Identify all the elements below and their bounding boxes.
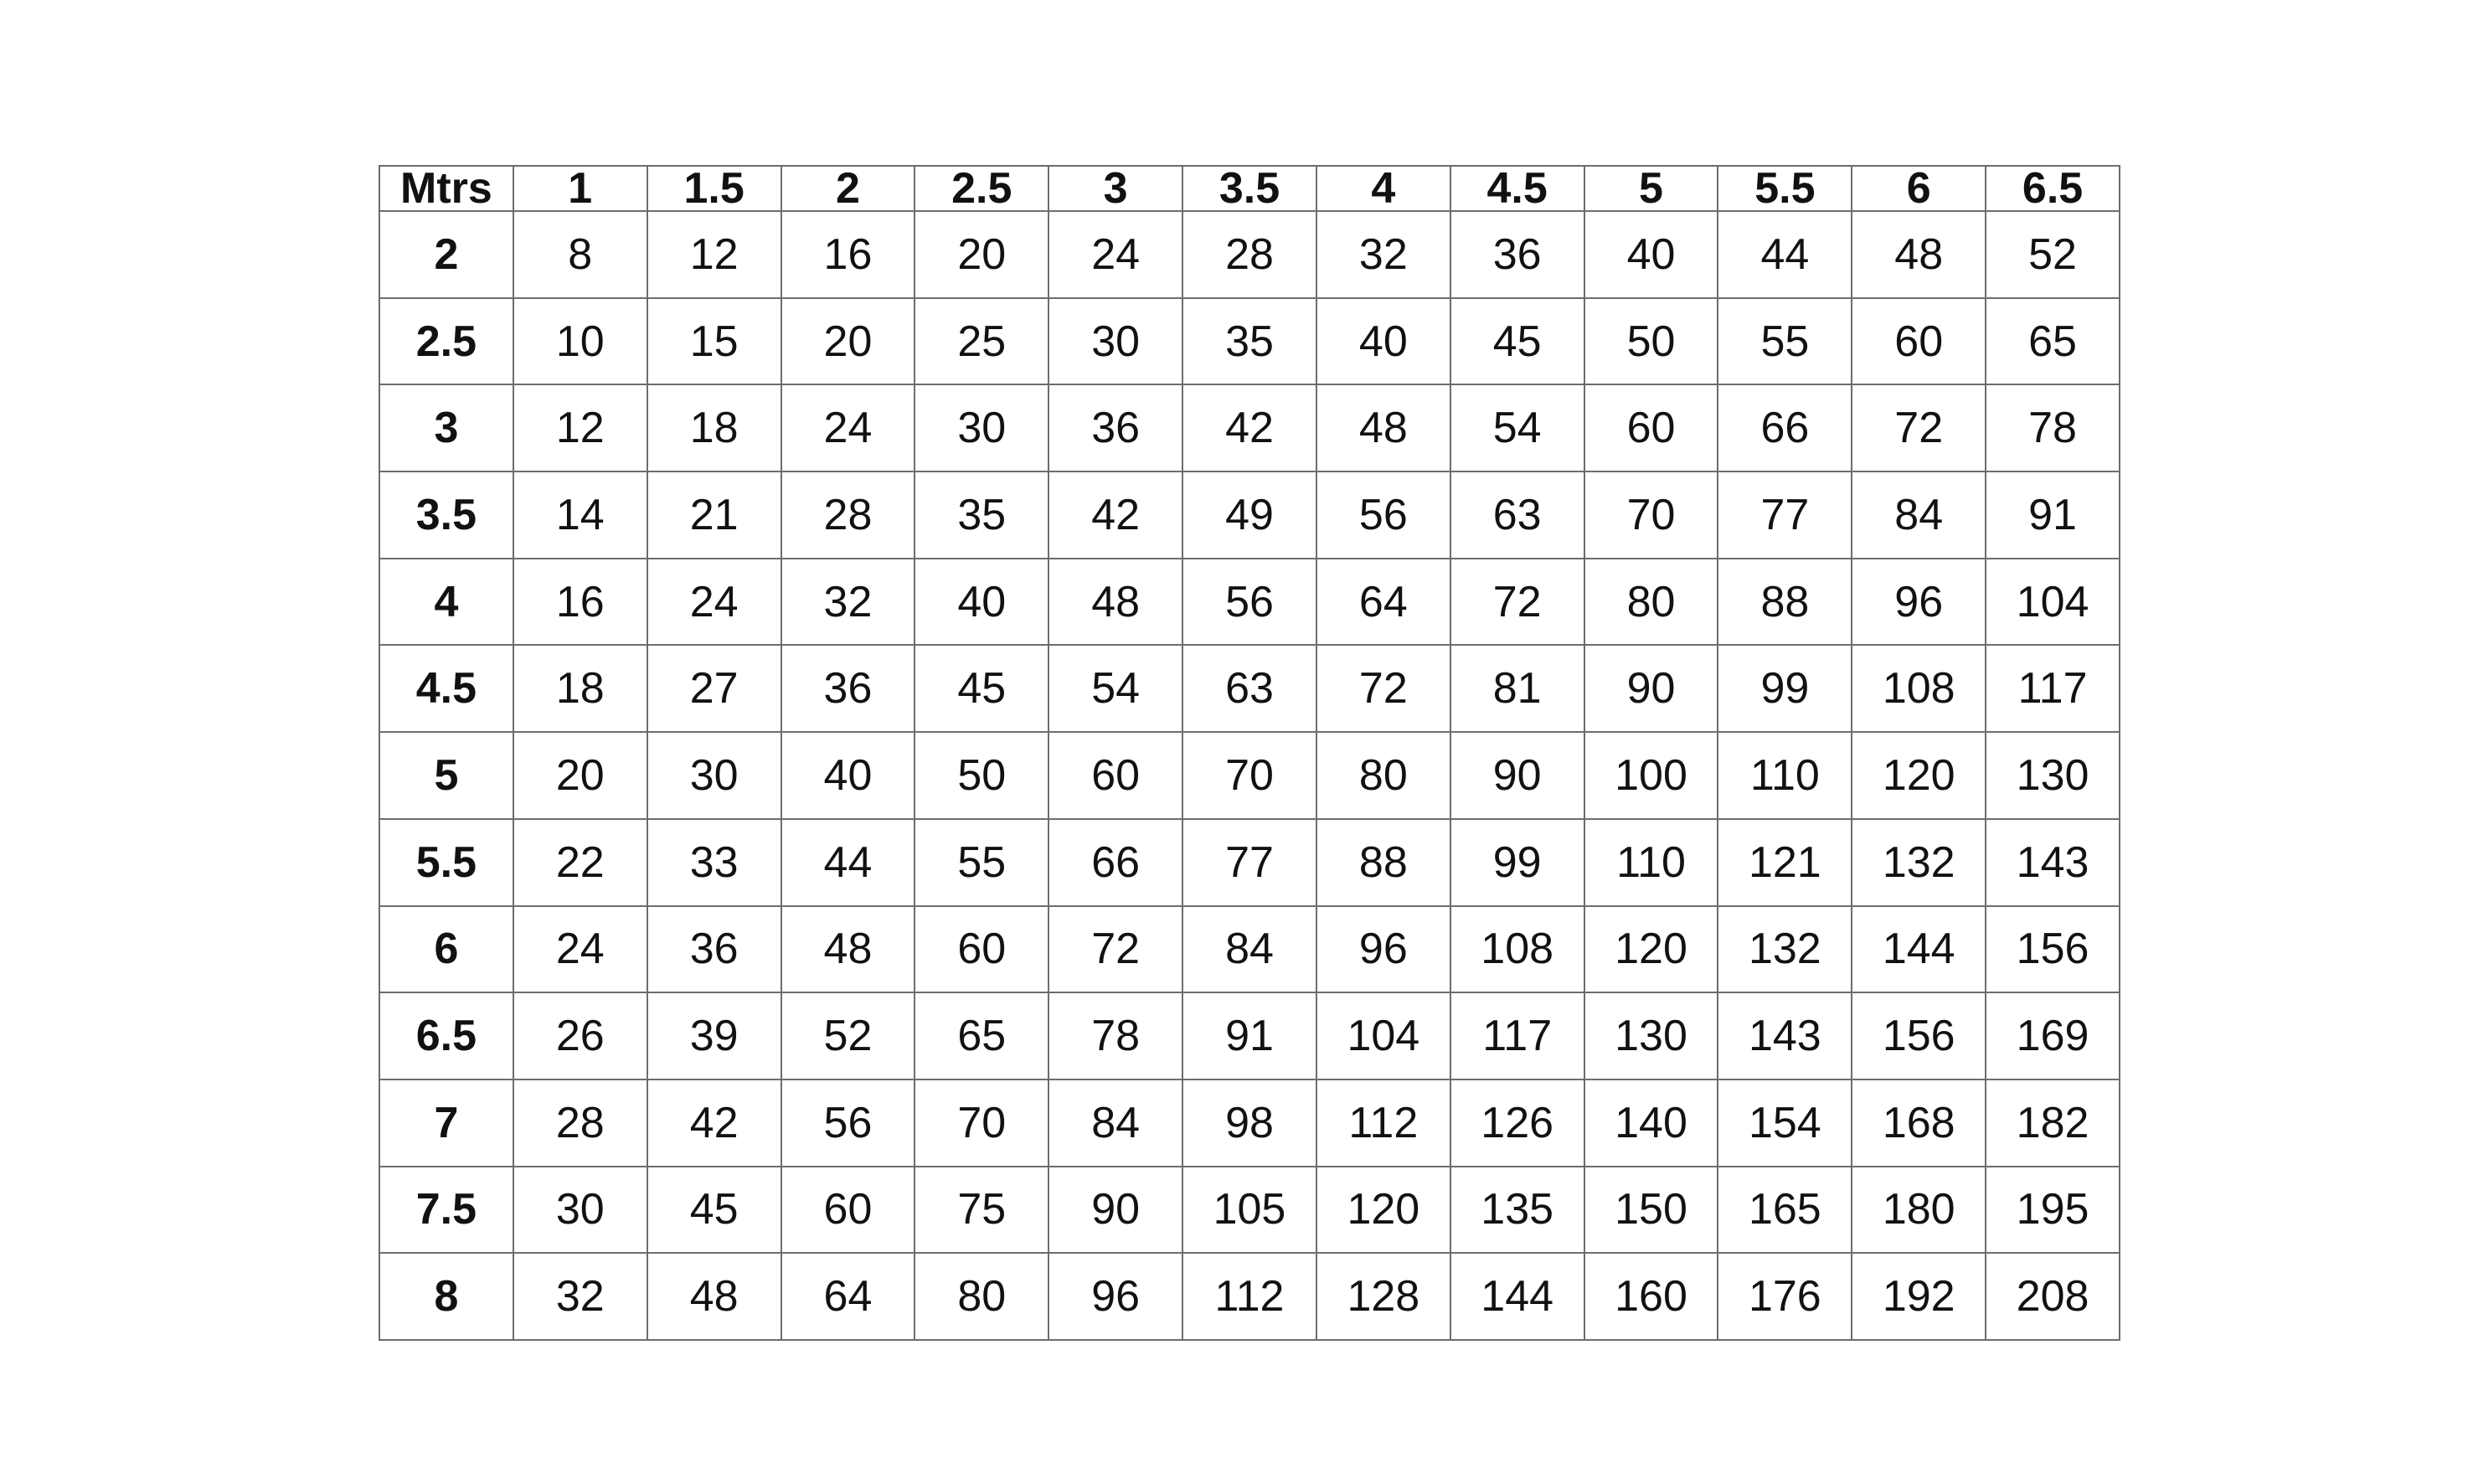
- table-cell: 24: [1048, 211, 1182, 298]
- table-cell: 176: [1718, 1253, 1852, 1340]
- table-cell: 96: [1048, 1253, 1182, 1340]
- table-cell: 105: [1182, 1167, 1316, 1254]
- table-cell: 36: [1048, 384, 1182, 471]
- table-cell: 132: [1852, 819, 1986, 906]
- table-cell: 65: [914, 992, 1048, 1080]
- table-cell: 14: [513, 471, 647, 559]
- table-cell: 156: [1852, 992, 1986, 1080]
- table-cell: 132: [1718, 906, 1852, 993]
- table-cell: 32: [1316, 211, 1450, 298]
- row-header: 3.5: [379, 471, 513, 559]
- table-cell: 30: [1048, 298, 1182, 385]
- table-cell: 143: [1718, 992, 1852, 1080]
- table-cell: 144: [1450, 1253, 1584, 1340]
- table-cell: 77: [1718, 471, 1852, 559]
- table-row: [379, 559, 2120, 646]
- table-cell: 160: [1584, 1253, 1718, 1340]
- table-cell: 26: [513, 992, 647, 1080]
- table-cell: 110: [1718, 732, 1852, 819]
- table-cell: 104: [1316, 992, 1450, 1080]
- table-cell: 90: [1450, 732, 1584, 819]
- row-header: 4: [379, 559, 513, 646]
- table-cell: 96: [1852, 559, 1986, 646]
- table-cell: 18: [647, 384, 781, 471]
- table-cell: 143: [1986, 819, 2120, 906]
- table-cell: 27: [647, 645, 781, 732]
- table-cell: 24: [647, 559, 781, 646]
- table-cell: 48: [781, 906, 915, 993]
- table-cell: 112: [1182, 1253, 1316, 1340]
- table-cell: 42: [647, 1080, 781, 1167]
- table-cell: 28: [513, 1080, 647, 1167]
- table-cell: 15: [647, 298, 781, 385]
- table-cell: 72: [1316, 645, 1450, 732]
- table-cell: 168: [1852, 1080, 1986, 1167]
- table-cell: 32: [513, 1253, 647, 1340]
- table-row: [379, 1253, 2120, 1340]
- table-cell: 165: [1718, 1167, 1852, 1254]
- table-cell: 84: [1048, 1080, 1182, 1167]
- table-row: [379, 906, 2120, 993]
- column-header: 4.5: [1450, 166, 1584, 211]
- table-cell: 50: [1584, 298, 1718, 385]
- table-cell: 20: [513, 732, 647, 819]
- table-cell: 48: [1852, 211, 1986, 298]
- table-cell: 72: [1852, 384, 1986, 471]
- table-cell: 99: [1450, 819, 1584, 906]
- table-cell: 48: [647, 1253, 781, 1340]
- table-cell: 117: [1450, 992, 1584, 1080]
- table-cell: 24: [513, 906, 647, 993]
- column-header: 5: [1584, 166, 1718, 211]
- table-cell: 63: [1450, 471, 1584, 559]
- table-row: [379, 471, 2120, 559]
- table-cell: 64: [781, 1253, 915, 1340]
- table-cell: 28: [1182, 211, 1316, 298]
- table-cell: 126: [1450, 1080, 1584, 1167]
- table-cell: 135: [1450, 1167, 1584, 1254]
- table-cell: 108: [1852, 645, 1986, 732]
- table-cell: 21: [647, 471, 781, 559]
- table-cell: 104: [1986, 559, 2120, 646]
- table-cell: 72: [1450, 559, 1584, 646]
- table-cell: 20: [914, 211, 1048, 298]
- table-cell: 78: [1986, 384, 2120, 471]
- table-cell: 56: [781, 1080, 915, 1167]
- table-cell: 30: [914, 384, 1048, 471]
- table-cell: 40: [914, 559, 1048, 646]
- table-cell: 88: [1718, 559, 1852, 646]
- table-cell: 60: [1584, 384, 1718, 471]
- row-header: 6.5: [379, 992, 513, 1080]
- table-cell: 99: [1718, 645, 1852, 732]
- table-cell: 88: [1316, 819, 1450, 906]
- column-header: 1.5: [647, 166, 781, 211]
- table-cell: 63: [1182, 645, 1316, 732]
- column-header: 6.5: [1986, 166, 2120, 211]
- table-cell: 20: [781, 298, 915, 385]
- row-header: 2: [379, 211, 513, 298]
- table-cell: 70: [1182, 732, 1316, 819]
- table-cell: 80: [914, 1253, 1048, 1340]
- table-row: [379, 1080, 2120, 1167]
- table-row: [379, 211, 2120, 298]
- table-cell: 40: [1316, 298, 1450, 385]
- table-cell: 56: [1316, 471, 1450, 559]
- table-cell: 45: [914, 645, 1048, 732]
- table-cell: 75: [914, 1167, 1048, 1254]
- table-row: [379, 384, 2120, 471]
- row-header: 3: [379, 384, 513, 471]
- table-cell: 42: [1048, 471, 1182, 559]
- row-header: 6: [379, 906, 513, 993]
- table-cell: 77: [1182, 819, 1316, 906]
- table-cell: 208: [1986, 1253, 2120, 1340]
- table-row: [379, 298, 2120, 385]
- column-header: 1: [513, 166, 647, 211]
- table-cell: 36: [647, 906, 781, 993]
- table-cell: 39: [647, 992, 781, 1080]
- table-cell: 32: [781, 559, 915, 646]
- table-cell: 65: [1986, 298, 2120, 385]
- table-cell: 154: [1718, 1080, 1852, 1167]
- table-cell: 60: [914, 906, 1048, 993]
- table-cell: 100: [1584, 732, 1718, 819]
- table-cell: 45: [1450, 298, 1584, 385]
- table-cell: 16: [781, 211, 915, 298]
- table-cell: 30: [513, 1167, 647, 1254]
- table-cell: 30: [647, 732, 781, 819]
- table-cell: 72: [1048, 906, 1182, 993]
- table-cell: 33: [647, 819, 781, 906]
- table-row: [379, 992, 2120, 1080]
- table-cell: 42: [1182, 384, 1316, 471]
- table-cell: 10: [513, 298, 647, 385]
- column-header: 4: [1316, 166, 1450, 211]
- table-cell: 44: [781, 819, 915, 906]
- table-cell: 70: [914, 1080, 1048, 1167]
- table-cell: 16: [513, 559, 647, 646]
- table-cell: 35: [1182, 298, 1316, 385]
- table-cell: 12: [513, 384, 647, 471]
- table-cell: 22: [513, 819, 647, 906]
- table-cell: 8: [513, 211, 647, 298]
- table-cell: 35: [914, 471, 1048, 559]
- table-cell: 24: [781, 384, 915, 471]
- table-cell: 130: [1584, 992, 1718, 1080]
- table-cell: 180: [1852, 1167, 1986, 1254]
- row-header: 5.5: [379, 819, 513, 906]
- table-cell: 12: [647, 211, 781, 298]
- table-cell: 66: [1718, 384, 1852, 471]
- table-cell: 54: [1450, 384, 1584, 471]
- row-header: 7: [379, 1080, 513, 1167]
- table-cell: 52: [781, 992, 915, 1080]
- table-cell: 25: [914, 298, 1048, 385]
- table-cell: 192: [1852, 1253, 1986, 1340]
- table-cell: 36: [1450, 211, 1584, 298]
- table-cell: 121: [1718, 819, 1852, 906]
- table-cell: 50: [914, 732, 1048, 819]
- column-header: 3: [1048, 166, 1182, 211]
- table-cell: 78: [1048, 992, 1182, 1080]
- column-header: 3.5: [1182, 166, 1316, 211]
- row-header: 8: [379, 1253, 513, 1340]
- header-row: [379, 166, 2120, 211]
- table-cell: 70: [1584, 471, 1718, 559]
- table-cell: 55: [914, 819, 1048, 906]
- table-cell: 195: [1986, 1167, 2120, 1254]
- table-cell: 98: [1182, 1080, 1316, 1167]
- table-cell: 120: [1852, 732, 1986, 819]
- table-cell: 140: [1584, 1080, 1718, 1167]
- table-cell: 64: [1316, 559, 1450, 646]
- measurement-grid-table: [379, 165, 2120, 1341]
- table-cell: 112: [1316, 1080, 1450, 1167]
- table-cell: 130: [1986, 732, 2120, 819]
- table-cell: 66: [1048, 819, 1182, 906]
- table-cell: 55: [1718, 298, 1852, 385]
- table-cell: 40: [1584, 211, 1718, 298]
- table-cell: 91: [1986, 471, 2120, 559]
- table-cell: 110: [1584, 819, 1718, 906]
- table-cell: 90: [1048, 1167, 1182, 1254]
- grid-body: [379, 211, 2120, 1340]
- table-cell: 49: [1182, 471, 1316, 559]
- table-cell: 128: [1316, 1253, 1450, 1340]
- table-cell: 84: [1182, 906, 1316, 993]
- row-header: 7.5: [379, 1167, 513, 1254]
- table-cell: 18: [513, 645, 647, 732]
- table-row: [379, 732, 2120, 819]
- table-cell: 52: [1986, 211, 2120, 298]
- table-cell: 54: [1048, 645, 1182, 732]
- table-cell: 60: [781, 1167, 915, 1254]
- table-cell: 48: [1048, 559, 1182, 646]
- row-header: 2.5: [379, 298, 513, 385]
- corner-header-label: Mtrs: [379, 166, 513, 211]
- table-cell: 84: [1852, 471, 1986, 559]
- column-header: 2.5: [914, 166, 1048, 211]
- table-cell: 150: [1584, 1167, 1718, 1254]
- table-cell: 117: [1986, 645, 2120, 732]
- table-cell: 91: [1182, 992, 1316, 1080]
- table-cell: 182: [1986, 1080, 2120, 1167]
- table-row: [379, 1167, 2120, 1254]
- table-cell: 90: [1584, 645, 1718, 732]
- table-row: [379, 645, 2120, 732]
- table-cell: 28: [781, 471, 915, 559]
- table-cell: 169: [1986, 992, 2120, 1080]
- table-cell: 80: [1584, 559, 1718, 646]
- table-cell: 144: [1852, 906, 1986, 993]
- table-cell: 120: [1584, 906, 1718, 993]
- column-header: 2: [781, 166, 915, 211]
- table-cell: 40: [781, 732, 915, 819]
- table-cell: 45: [647, 1167, 781, 1254]
- column-header: 6: [1852, 166, 1986, 211]
- table-cell: 120: [1316, 1167, 1450, 1254]
- table-cell: 80: [1316, 732, 1450, 819]
- table-cell: 48: [1316, 384, 1450, 471]
- row-header: 5: [379, 732, 513, 819]
- table-cell: 156: [1986, 906, 2120, 993]
- table-cell: 96: [1316, 906, 1450, 993]
- table-cell: 108: [1450, 906, 1584, 993]
- table-cell: 56: [1182, 559, 1316, 646]
- row-header: 4.5: [379, 645, 513, 732]
- column-header: 5.5: [1718, 166, 1852, 211]
- table-cell: 60: [1852, 298, 1986, 385]
- table-cell: 44: [1718, 211, 1852, 298]
- table-cell: 81: [1450, 645, 1584, 732]
- table-row: [379, 819, 2120, 906]
- table-cell: 36: [781, 645, 915, 732]
- table-cell: 60: [1048, 732, 1182, 819]
